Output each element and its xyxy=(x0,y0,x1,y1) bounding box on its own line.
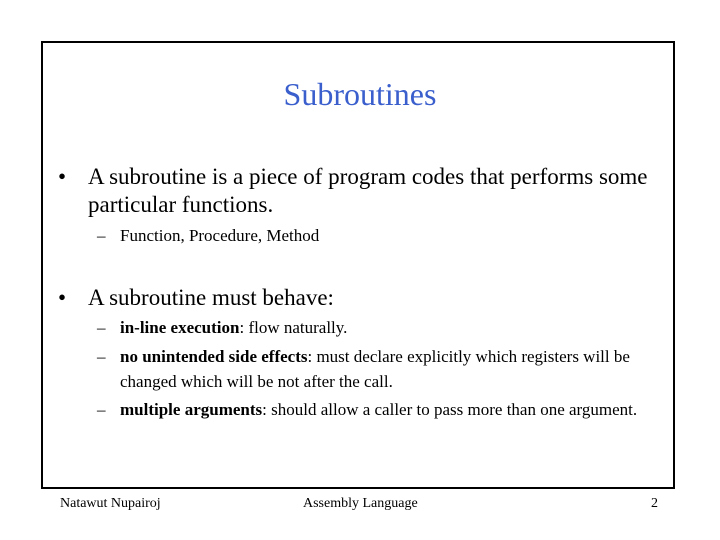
sub-item-2-3 xyxy=(97,397,680,422)
sub-item-2-3-term: multiple arguments xyxy=(120,400,263,419)
bullet-marker: • xyxy=(58,164,67,189)
sub-marker: – xyxy=(97,347,106,366)
sub-item-2-2-term: no unintended side effects xyxy=(120,347,308,366)
bullet-1-text: A subroutine is a piece of program codes that performs some particular functions. xyxy=(88,164,648,217)
sub-item-2-2-text: : must declare explicitly which registers will be changed which will be not after the call. xyxy=(120,347,630,391)
sub-item-1-1 xyxy=(97,223,680,248)
footer-author: Natawut Nupairoj xyxy=(60,496,161,511)
sub-marker: – xyxy=(97,400,106,419)
sub-item-2-1-term: in-line execution xyxy=(120,318,240,337)
slide-title: Subroutines xyxy=(283,76,437,112)
bullet-2 xyxy=(58,284,648,312)
footer-course: Assembly Language xyxy=(303,496,418,511)
sub-item-2-1 xyxy=(97,315,680,340)
sub-marker: – xyxy=(97,318,106,337)
sub-item-2-1-text: : flow naturally. xyxy=(239,318,348,337)
bullet-1 xyxy=(58,163,648,219)
sub-item-2-3-text: : should allow a caller to pass more than one argument. xyxy=(262,400,638,419)
sub-item-2-2 xyxy=(97,344,680,394)
sub-item-1-1-text: Function, Procedure, Method xyxy=(120,226,320,245)
footer-page-number: 2 xyxy=(651,496,658,511)
sub-marker: – xyxy=(97,226,106,245)
bullet-marker: • xyxy=(58,285,67,310)
bullet-2-text: A subroutine must behave: xyxy=(88,285,334,310)
